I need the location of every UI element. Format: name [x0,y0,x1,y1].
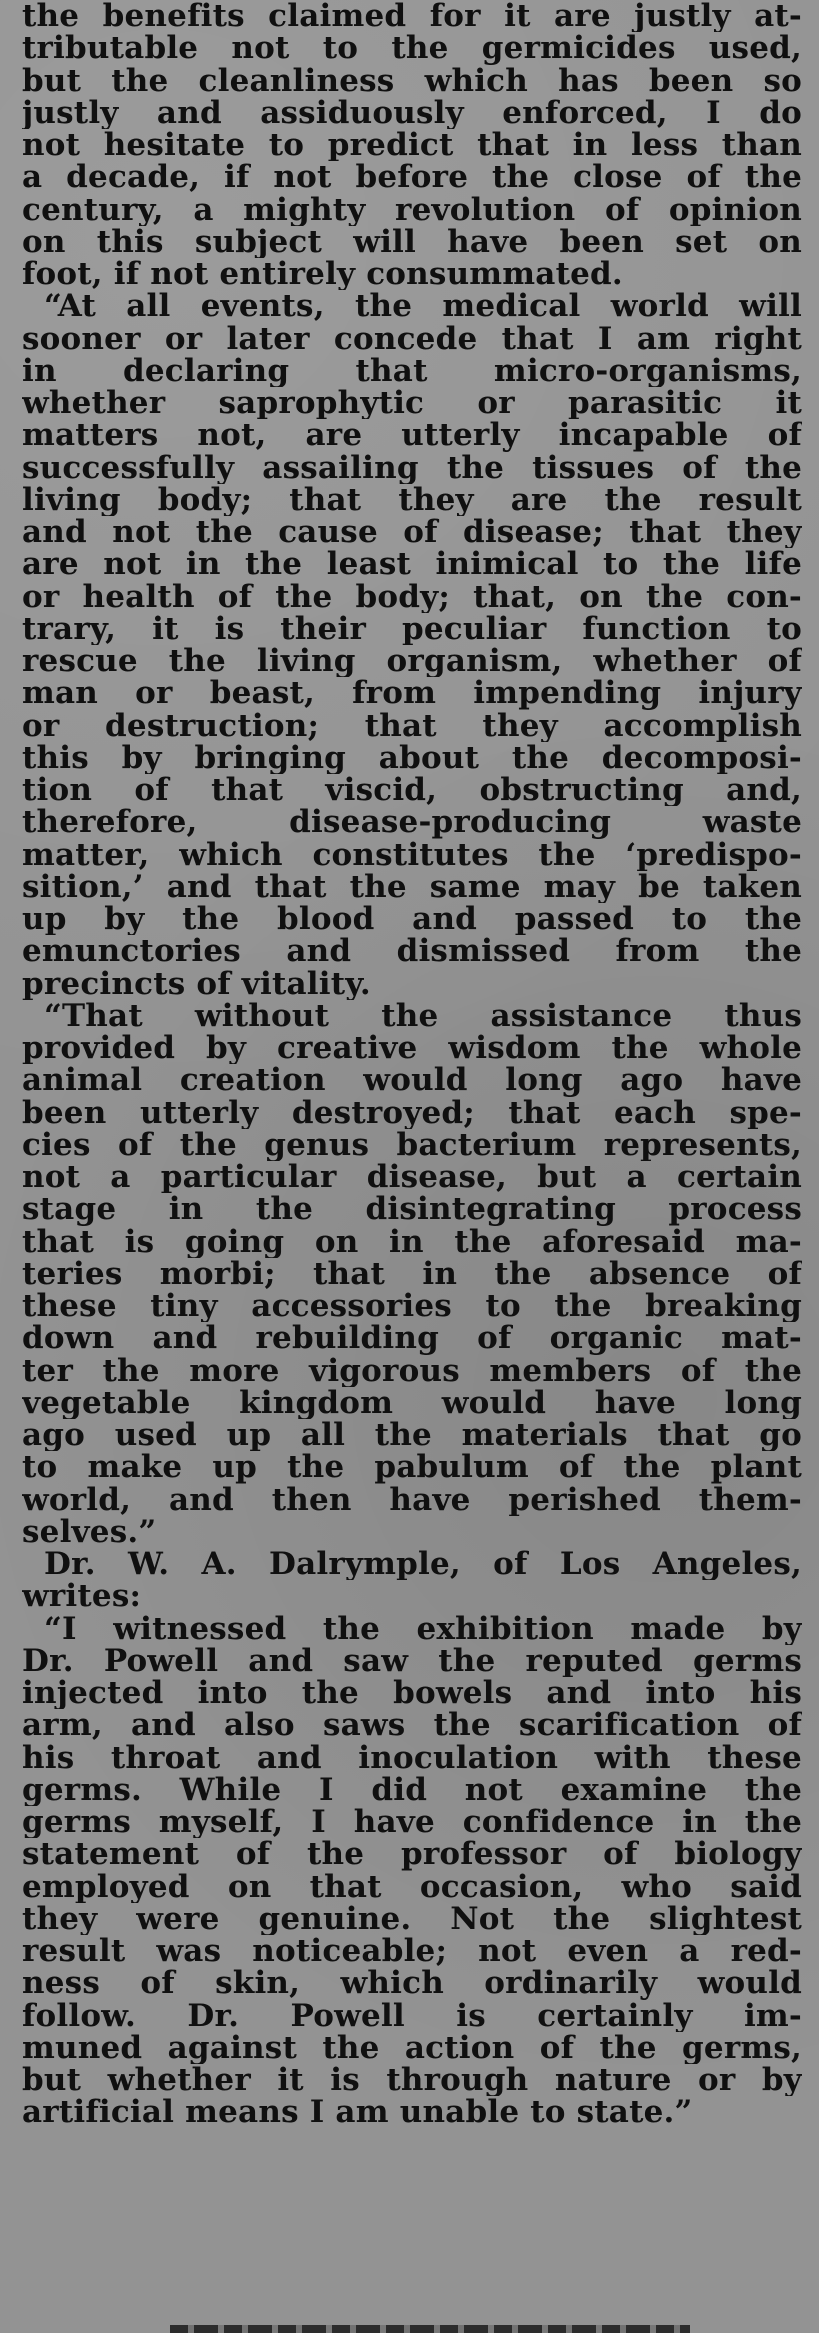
article-line: emunctories and dismissed from the [22,935,802,968]
article-line: ter the more vigorous members of the [22,1354,802,1387]
article-line: statement of the professor of biology [22,1838,802,1871]
article-line: whether saprophytic or parasitic it [22,387,802,420]
article-line: foot, if not entirely consummated. [22,258,623,291]
article-line: or health of the body; that, on the con- [22,580,802,613]
article-line: sition,’ and that the same may be taken [22,870,802,903]
article-line: not hesitate to predict that in less than [22,129,802,162]
article-line: follow. Dr. Powell is certainly im- [22,1999,802,2032]
article-line: tion of that viscid, obstructing and, [22,774,802,807]
article-line: they were genuine. Not the slightest [22,1902,802,1935]
article-line: successfully assailing the tissues of the [22,451,802,484]
article-line: been utterly destroyed; that each spe- [22,1096,802,1129]
article-line: this by bringing about the decomposi- [22,741,802,774]
article-line: cies of the genus bacterium represents, [22,1128,802,1161]
article-line: ago used up all the materials that go [22,1419,802,1452]
article-line: man or beast, from impending injury [22,677,802,710]
article-line: rescue the living organism, whether of [22,645,802,678]
article-line: ness of skin, which ordinarily would [22,1967,802,2000]
article-line: matter, which constitutes the ‘predispo- [22,838,802,871]
article-line: stage in the disintegrating process [22,1193,802,1226]
article-line: “I witnessed the exhibition made by [44,1612,802,1645]
article-line: germs. While I did not examine the [22,1773,802,1806]
article-line: Dr. W. A. Dalrymple, of Los Angeles, [44,1548,802,1581]
article-line: arm, and also saws the scarification of [22,1709,802,1742]
article-line: and not the cause of disease; that they [22,516,802,549]
article-line: not a particular disease, but a certain [22,1161,802,1194]
cut-off-heading-fragment [170,2318,690,2333]
article-line: germs myself, I have confidence in the [22,1806,802,1839]
article-line: “At all events, the medical world will [44,290,802,323]
article-line: century, a mighty revolution of opinion [22,193,802,226]
article-line: or destruction; that they accomplish [22,709,802,742]
article-line: muned against the action of the germs, [22,2031,802,2064]
article-line: Dr. Powell and saw the reputed germs [22,1644,802,1677]
article-line: his throat and inoculation with these [22,1741,802,1774]
article-line: teries morbi; that in the absence of [22,1257,802,1290]
article-line: employed on that occasion, who said [22,1870,802,1903]
article-line: the benefits claimed for it are justly at- [22,0,802,33]
article-line: these tiny accessories to the breaking [22,1290,802,1323]
article-line: are not in the least inimical to the life [22,548,802,581]
article-line: result was noticeable; not even a red- [22,1935,802,1968]
article-line: a decade, if not before the close of the [22,161,802,194]
article-line: that is going on in the aforesaid ma- [22,1225,802,1258]
article-line: writes: [22,1580,142,1613]
article-line: but the cleanliness which has been so [22,64,802,97]
article-line: provided by creative wisdom the whole [22,1032,802,1065]
heading-ink-fragment [170,2325,690,2333]
article-line: vegetable kingdom would have long [22,1386,802,1419]
article-line: selves.” [22,1515,157,1548]
article-line: artificial means I am unable to state.” [22,2096,693,2129]
article-line: sooner or later concede that I am right [22,322,802,355]
article-column [22,0,802,2129]
article-line: up by the blood and passed to the [22,903,802,936]
article-line: on this subject will have been set on [22,225,802,258]
article-line: world, and then have perished them- [22,1483,802,1516]
article-line: precincts of vitality. [22,967,371,1000]
article-line: justly and assiduously enforced, I do [22,96,802,129]
article-line: down and rebuilding of organic mat- [22,1322,802,1355]
article-line: tributable not to the germicides used, [22,32,802,65]
article-line: injected into the bowels and into his [22,1677,802,1710]
article-line: “That without the assistance thus [44,999,802,1032]
article-line: to make up the pabulum of the plant [22,1451,802,1484]
article-line: matters not, are utterly incapable of [22,419,802,452]
article-line: in declaring that micro-organisms, [22,354,802,387]
article-line: animal creation would long ago have [22,1064,802,1097]
article-line: therefore, disease-producing waste [22,806,802,839]
article-line: living body; that they are the result [22,483,802,516]
article-line: trary, it is their peculiar function to [22,612,802,645]
article-line: but whether it is through nature or by [22,2064,802,2097]
